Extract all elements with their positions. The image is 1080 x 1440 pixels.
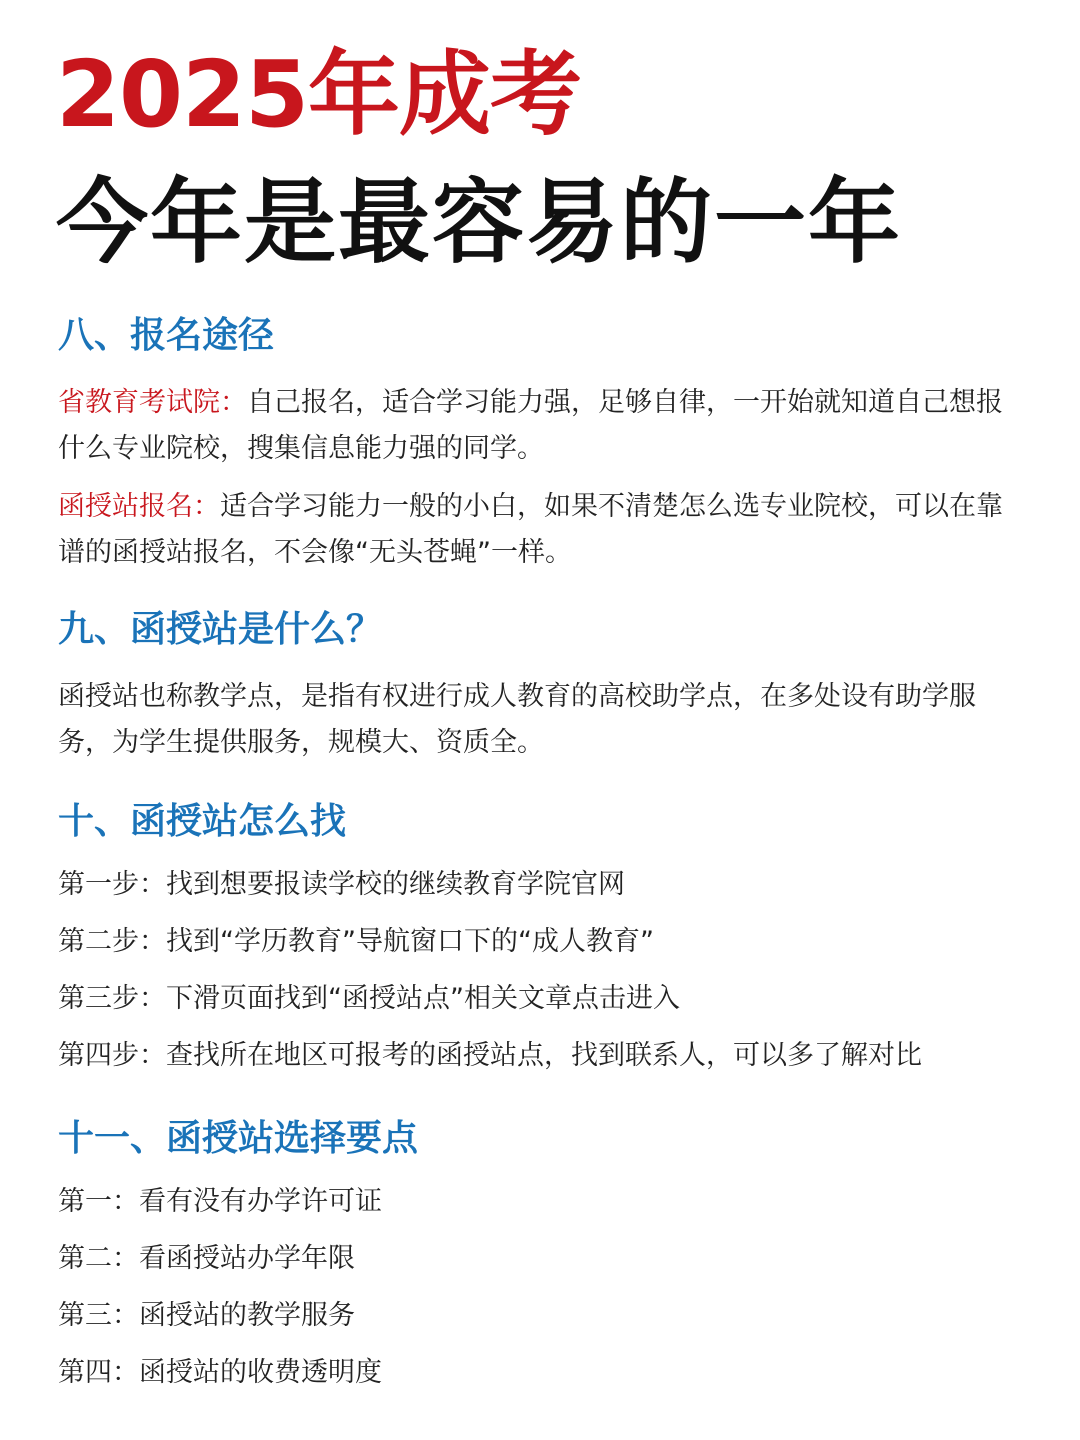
registration-item-exam-institute <box>58 380 1022 472</box>
section-registration <box>58 314 1022 576</box>
list-item: 第四：函授站的收费透明度 <box>58 1357 382 1388</box>
item-label: 省教育考试院： <box>58 387 247 418</box>
section-heading: 十、函授站怎么找 <box>58 801 347 842</box>
section-how-to-find <box>58 800 1022 1079</box>
item-text: 适合学习能力一般的小白，如果不清楚怎么选专业院校，可以在靠谱的函授站报名，不会像“无头苍蝇”一样。 <box>58 491 1003 568</box>
list-item: 第三：函授站的教学服务 <box>58 1300 355 1331</box>
item-label: 函授站报名： <box>58 491 220 522</box>
steps-list <box>58 862 1022 1079</box>
list-item: 第三步：下滑页面找到“函授站点”相关文章点击进入 <box>58 983 680 1014</box>
definition-paragraph: 函授站也称教学点，是指有权进行成人教育的高校助学点，在多处设有助学服务，为学生提供服务，规模大、资质全。 <box>58 681 976 758</box>
title-year: 2025年成考 <box>56 41 582 148</box>
points-list <box>58 1179 1022 1396</box>
item-text: 自己报名，适合学习能力强，足够自律，一开始就知道自己想报什么专业院校，搜集信息能力强的同学。 <box>58 387 1003 464</box>
list-item: 第四步：查找所在地区可报考的函授站点，找到联系人，可以多了解对比 <box>58 1040 922 1071</box>
section-heading: 八、报名途径 <box>58 315 275 356</box>
list-item: 第二步：找到“学历教育”导航窗口下的“成人教育” <box>58 926 654 957</box>
section-heading: 九、函授站是什么？ <box>58 609 383 650</box>
title-subtitle: 今年是最容易的一年 <box>56 169 903 276</box>
section-selection-points <box>58 1117 1022 1396</box>
list-item: 第一：看有没有办学许可证 <box>58 1186 382 1217</box>
registration-item-correspondence-station <box>58 484 1022 576</box>
section-what-is-station <box>58 608 1022 766</box>
section-heading: 十一、函授站选择要点 <box>58 1118 419 1159</box>
list-item: 第二：看函授站办学年限 <box>58 1243 355 1274</box>
list-item: 第一步：找到想要报读学校的继续教育学院官网 <box>58 869 625 900</box>
